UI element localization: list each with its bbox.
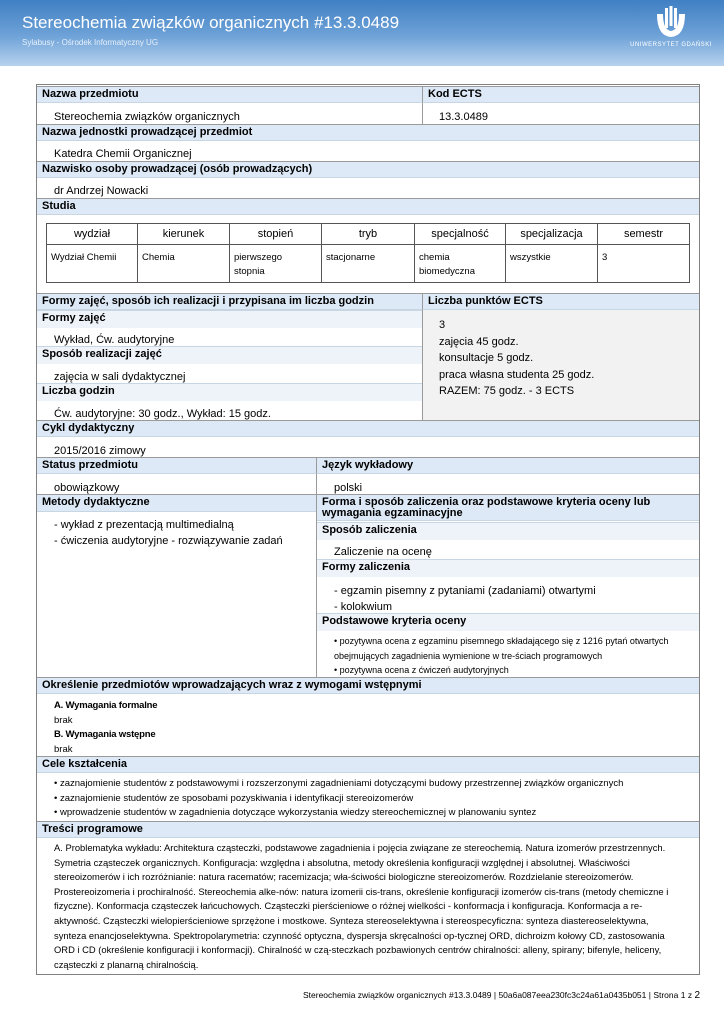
table-header-cell: tryb xyxy=(322,224,414,245)
divider xyxy=(422,310,423,420)
language-value: polski xyxy=(334,482,363,494)
table-cell-line: pierwszego xyxy=(234,252,283,263)
ects-points-line: RAZEM: 75 godz. - 3 ECTS xyxy=(439,385,575,398)
contents-header: Treści programowe xyxy=(37,821,699,838)
table-cell: stacjonarne xyxy=(326,252,376,263)
page-subtitle: Sylabusy - Ośrodek Informatyczny UG xyxy=(22,38,159,47)
table-header-cell: specjalizacja xyxy=(506,224,597,245)
prerequisites-header: Określenie przedmiotów wprowadzających wraz z wymogami wstępnymi xyxy=(37,677,699,694)
table-header-cell: wydział xyxy=(47,224,137,245)
contents-line: ORD i CD (określenie konfiguracji i konformacji). Chiralność w czą-steczkach pozbawionych centrów chiralności: alleny, spirany; bifenyle, heliceny, xyxy=(54,944,662,956)
footer-text: Stereochemia związków organicznych #13.3.0489 | 50a6a087eea230fc3c24a61a0435b051 | Strona 1 z xyxy=(302,990,695,1000)
goals-item: • wprowadzenie studentów w zagadnienia dotyczące wykorzystania wiedzy stereochemicznej w planowaniu syntez xyxy=(54,807,537,818)
goals-item: • zaznajomienie studentów ze sposobami pozyskiwania i identyfikacji stereoizomerów xyxy=(54,792,414,804)
contents-line: Symetria cząsteczek organicznych. Konfiguracja: względna i absolutna, metody określenia konfiguracji względnej i absolutnej. Właściwości xyxy=(54,856,630,868)
criteria-line: • pozytywna ocena z egzaminu pisemnego składającego się z 1216 pytań otwartych xyxy=(334,636,669,646)
goals-header: Cele kształcenia xyxy=(37,756,699,773)
lecturer-header: Nazwisko osoby prowadzącej (osób prowadzących) xyxy=(37,161,699,178)
status-header: Status przedmiotu xyxy=(37,457,317,474)
university-logo xyxy=(626,6,716,52)
table-header-cell: kierunek xyxy=(138,224,229,245)
formal-requirements-label: A. Wymagania formalne xyxy=(54,700,158,711)
assessment-method-value: Zaliczenie na ocenę xyxy=(334,546,432,558)
studies-table xyxy=(46,223,690,283)
course-name-header: Nazwa przedmiotu xyxy=(37,86,423,103)
page-footer xyxy=(303,990,700,1001)
class-forms-value: Wykład, Ćw. audytoryjne xyxy=(54,334,175,346)
studies-col-specialization xyxy=(506,224,598,282)
footer-page-count: 2 xyxy=(694,990,700,1001)
divider xyxy=(316,474,317,494)
criteria-label: Podstawowe kryteria oceny xyxy=(317,613,699,631)
hours-value: Ćw. audytoryjne: 30 godz., Wykład: 15 godz. xyxy=(54,408,271,420)
ects-points-list xyxy=(439,317,594,400)
class-forms-label: Formy zajęć xyxy=(37,310,422,328)
assessment-method-label: Sposób zaliczenia xyxy=(317,522,699,540)
formal-requirements-value: brak xyxy=(54,714,73,726)
page-title: Stereochemia związków organicznych #13.3.0489 xyxy=(22,13,400,32)
table-cell-line: stopnia xyxy=(234,266,265,277)
table-cell: Chemia xyxy=(142,252,175,263)
contents-line: cząsteczki z planarną chiralnością. xyxy=(54,958,199,970)
methods-item: - wykład z prezentacją multimedialną xyxy=(54,519,234,531)
methods-item: - ćwiczenia audytoryjne - rozwiązywanie zadań xyxy=(54,535,283,547)
table-cell xyxy=(419,251,475,279)
criteria-list xyxy=(334,634,668,678)
criteria-line: obejmujących zagadnienia wymienione w tre-ściach programowych xyxy=(334,650,603,661)
ects-code-header: Kod ECTS xyxy=(422,86,699,103)
ects-points-line: konsultacje 5 godz. xyxy=(439,352,534,365)
contents-line: synteza enancjoselektywna. Spektropolarymetria: czynność optyczna, dyspersja skręcalności op-tycznej ORD, dichroizm kołowy CD, zastosowania xyxy=(54,929,665,941)
assessment-header-line: Forma i sposób zaliczenia oraz podstawowe kryteria oceny lub xyxy=(322,496,651,508)
ects-points-line: zajęcia 45 godz. xyxy=(439,335,519,348)
assessment-header xyxy=(316,494,699,521)
assessment-forms-item: - egzamin pisemny z pytaniami (zadaniami) otwartymi xyxy=(334,585,596,597)
table-cell-line: chemia xyxy=(419,252,450,263)
delivery-value: zajęcia w sali dydaktycznej xyxy=(54,371,186,383)
contents-text xyxy=(54,841,668,972)
cycle-value: 2015/2016 zimowy xyxy=(54,445,146,457)
contents-line: aktywność. Cząsteczki wielopierścieniowe sprzężone i mostkowe. Synteza stereoselektywna i stereospecyficzna: synteza diastereoselektywna, xyxy=(54,914,649,926)
studies-col-specialty xyxy=(415,224,506,282)
ects-code-value: 13.3.0489 xyxy=(439,111,488,123)
contents-line: fizyczne). Konformacja cząsteczek łańcuchowych. Cząsteczki pierścieniowe o różnej wielkości - konformacja i konfiguracja. Konformacja a re- xyxy=(54,900,643,912)
studies-col-faculty xyxy=(47,224,138,282)
contents-line: stereoizomerów i ich rozróżnianie: natura racematów; racemizacja; wła-ściwości biologiczne stereoizomerów. Rozdzielanie stereoizomerów. xyxy=(54,871,634,883)
ects-points-header: Liczba punktów ECTS xyxy=(422,293,699,310)
goals-list xyxy=(54,777,623,821)
studies-header: Studia xyxy=(37,198,699,215)
assessment-forms-list xyxy=(334,583,596,615)
language-header: Język wykładowy xyxy=(316,457,699,474)
methods-list xyxy=(54,517,283,549)
assessment-forms-item: - kolokwium xyxy=(334,601,393,613)
table-header-cell: semestr xyxy=(598,224,689,245)
studies-col-field xyxy=(138,224,230,282)
prerequisites-block xyxy=(54,699,157,757)
assessment-forms-label: Formy zaliczenia xyxy=(317,559,699,577)
studies-col-mode xyxy=(322,224,415,282)
studies-col-degree xyxy=(230,224,322,282)
university-logo-text: UNIWERSYTET GDAŃSKI xyxy=(630,42,712,48)
cycle-header: Cykl dydaktyczny xyxy=(37,420,699,437)
course-name-value: Stereochemia związków organicznych xyxy=(54,111,240,123)
table-cell-line: biomedyczna xyxy=(419,266,475,277)
criteria-line: • pozytywna ocena z ćwiczeń audytoryjnych xyxy=(334,665,509,675)
hours-label: Liczba godzin xyxy=(37,383,422,401)
ects-points-line: praca własna studenta 25 godz. xyxy=(439,368,595,381)
initial-requirements-label: B. Wymagania wstępne xyxy=(54,729,156,740)
studies-col-semester xyxy=(598,224,689,282)
unit-value: Katedra Chemii Organicznej xyxy=(54,148,192,160)
delivery-label: Sposób realizacji zajęć xyxy=(37,346,422,364)
goals-item: • zaznajomienie studentów z podstawowymi i rozszerzonymi zagadnieniami dotyczącymi budowy przestrzennej związków organicznych xyxy=(54,778,624,789)
lecturer-value: dr Andrzej Nowacki xyxy=(54,185,149,197)
ects-points-line: 3 xyxy=(439,319,446,331)
forms-header: Formy zajęć, sposób ich realizacji i przypisana im liczba godzin xyxy=(37,293,423,310)
page-header xyxy=(0,0,724,66)
contents-line: Prostereoizomeria i prochiralność. Stereochemia alke-nów: natura izomerii cis-trans, określenie konfiguracji izomerów cis-trans (metody chemiczne i xyxy=(54,885,669,897)
university-logo-icon xyxy=(653,6,689,38)
status-value: obowiązkowy xyxy=(54,482,120,494)
table-cell: Wydział Chemii xyxy=(51,252,117,263)
table-cell: wszystkie xyxy=(510,252,551,263)
table-cell: 3 xyxy=(602,252,608,263)
divider xyxy=(422,103,423,124)
unit-header: Nazwa jednostki prowadzącej przedmiot xyxy=(37,124,699,141)
table-header-cell: stopień xyxy=(230,224,321,245)
contents-line: A. Problematyka wykładu: Architektura cząsteczki, podstawowe zagadnienia i pojęcia związane ze stereochemią. Natura izomerów przestrzennych. xyxy=(54,842,666,853)
methods-header: Metody dydaktyczne xyxy=(37,494,317,512)
initial-requirements-value: brak xyxy=(54,743,73,755)
table-header-cell: specjalność xyxy=(415,224,505,245)
assessment-header-line: wymagania egzaminacyjne xyxy=(322,507,463,519)
table-cell xyxy=(234,251,282,279)
